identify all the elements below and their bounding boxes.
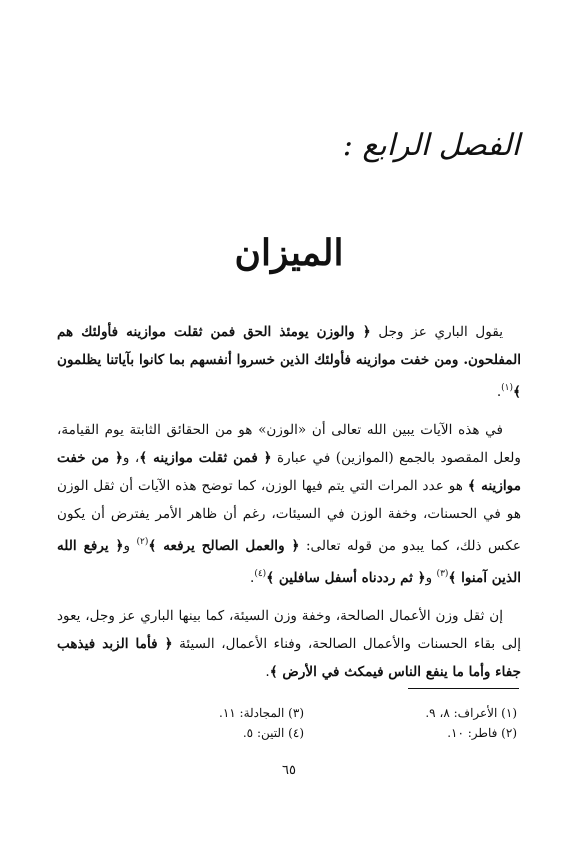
footnote-ref: (٣) <box>436 569 449 579</box>
quran-quote: ﴿ والعمل الصالح يرفعه ﴾ <box>148 538 300 554</box>
text-run: يقول الباري عز وجل <box>370 324 503 340</box>
quran-quote: ﴿ ثم رددناه أسفل سافلين ﴾ <box>266 570 426 586</box>
text-run: و <box>123 538 137 554</box>
text-run: . <box>249 570 255 586</box>
text-run: ، و <box>122 450 140 466</box>
text-run: . <box>496 384 502 400</box>
body-text <box>57 318 521 696</box>
quran-quote: ﴿ يرفع الله الذين آمنوا ﴾ <box>57 538 521 586</box>
quran-quote: ﴿ فمن ثقلت موازينه ﴾ <box>139 450 272 466</box>
text-run: في هذه الآيات يبين الله تعالى أن «الوزن» هو من الحقائق الثابتة يوم القيامة، ولعل المقصود بالجمع (الموازين) في عبارة <box>57 422 521 466</box>
footnote-4: (٤) التين: ٥. <box>242 726 304 740</box>
footnote-separator <box>408 688 519 689</box>
paragraph-2 <box>57 416 521 592</box>
footnote-ref: (٢) <box>136 537 149 547</box>
footnote-2: (٢) فاطر: ١٠. <box>447 726 517 740</box>
text-run: هو عدد المرات التي يتم فيها الوزن، كما توضح هذه الآيات أن ثقل الوزن هو في الحسنات، وخفة الوزن في السيئات، رغم أن ظاهر الأمر يفترض أن يكون عكس ذلك، كما يبدو من قوله تعالى: <box>57 478 522 554</box>
text-run: إن ثقل وزن الأعمال الصالحة، وخفة وزن السيئة، كما بينها الباري عز وجل، يعود إلى بقاء الحسنات والأعمال الصالحة، وفناء الأعمال، السيئة <box>57 608 521 652</box>
quran-quote: ﴿ فأما الزبد فيذهب جفاء وأما ما ينفع الناس فيمكث في الأرض ﴾ <box>57 636 521 680</box>
footnote-3: (٣) المجادلة: ١١. <box>219 706 304 720</box>
footnote-1: (١) الأعراف: ٨، ٩. <box>425 706 517 720</box>
paragraph-1 <box>57 318 521 406</box>
chapter-title: الميزان <box>234 232 344 274</box>
quran-quote: ﴿ من خفت موازينه ﴾ <box>57 450 521 494</box>
quran-quote: ﴿ والوزن يومئذ الحق فمن ثقلت موازينه فأولئك هم المفلحون. ومن خفت موازينه فأولئك الذين خسروا أنفسهم بما كانوا بآياتنا يظلمون ﴾ <box>57 324 521 400</box>
footnote-ref: (١) <box>501 383 514 393</box>
text-run: و <box>425 570 437 586</box>
footnote-ref: (٤) <box>254 569 267 579</box>
page-number: ٦٥ <box>282 763 296 778</box>
text-run: . <box>265 664 270 680</box>
paragraph-3 <box>57 602 521 686</box>
chapter-label: الفصل الرابع : <box>342 128 520 163</box>
